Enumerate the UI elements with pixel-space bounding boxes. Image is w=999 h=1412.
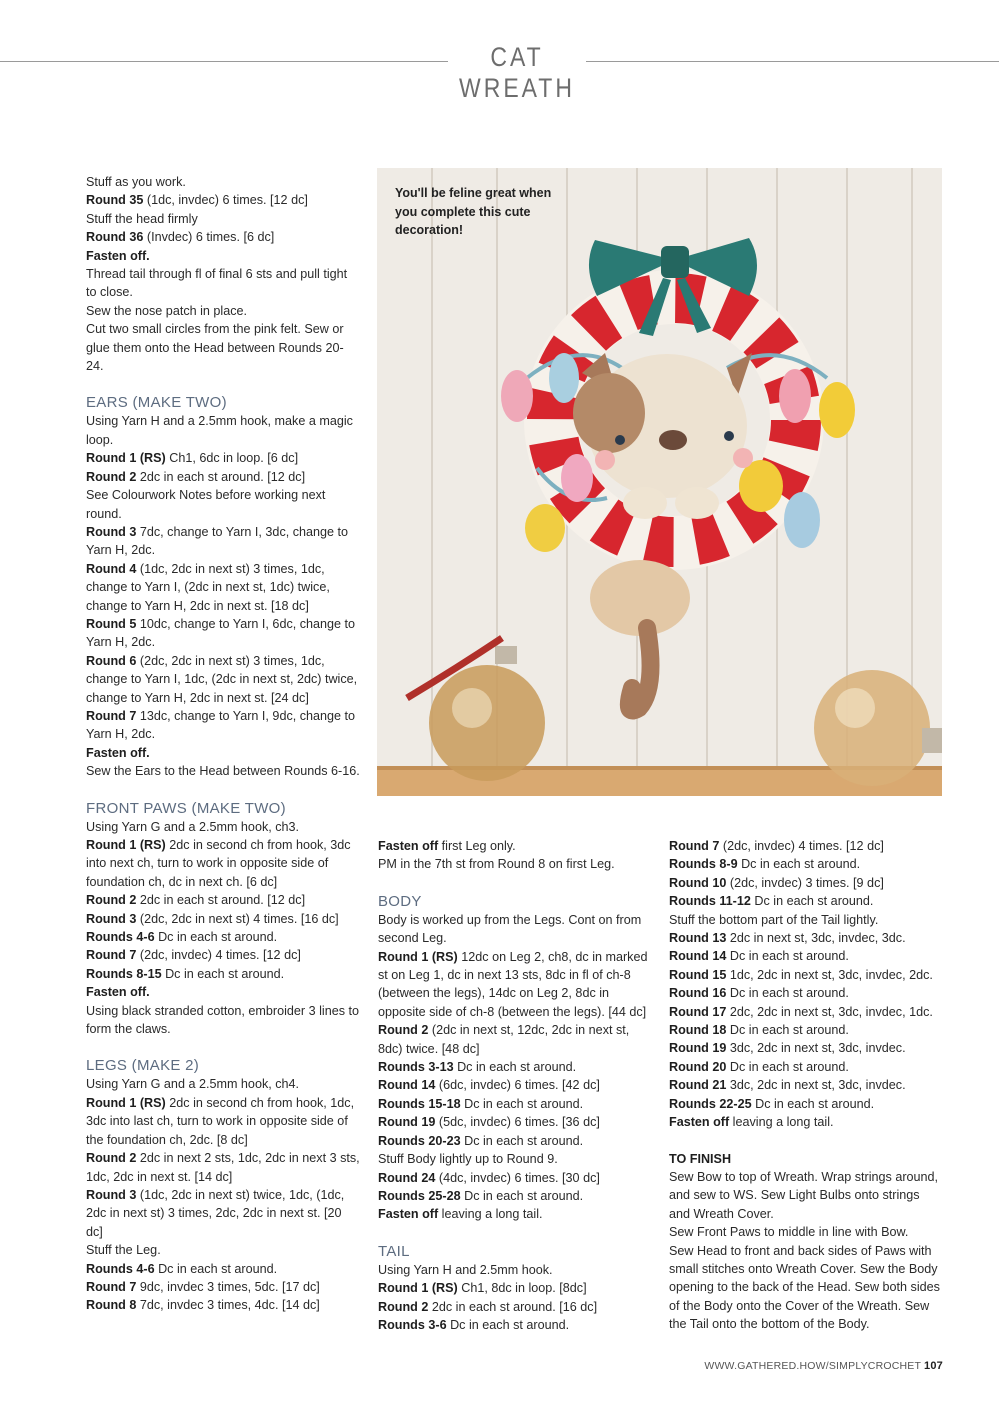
instruction-line [86,1094,361,1149]
step-text: 2dc in second ch from hook, 3dc into next ch, turn to work in opposite side of foundation ch, dc in next ch. [6 dc] [86,838,351,889]
section-title-front-paws: FRONT PAWS (MAKE TWO) [86,799,286,817]
section-title-to-finish: TO FINISH [669,1151,732,1166]
step-text: 7dc, change to Yarn I, 3dc, change to Yarn H, 2dc. [86,524,349,558]
step-label: Round 1 (RS) [86,838,166,852]
instruction-line [669,911,944,929]
step-text: Sew Head to front and back sides of Paws with small stitches onto Wreath Cover. Sew the Body opening to the back of the Head. Sew both sides of the Body onto the Cover of the Wreath. Sew the Tail onto the bottom of the Body. [669,1243,940,1332]
step-label: Rounds 20-23 [378,1133,461,1148]
step-label: Round 3 [86,1187,137,1202]
step-text: Using Yarn G and a 2.5mm hook, ch4. [86,1077,300,1092]
step-label: Round 16 [669,986,727,1001]
step-text: Stuff the Leg. [86,1243,161,1258]
step-text: Sew the Ears to the Head between Rounds 6-16. [86,764,360,779]
step-text: Sew the nose patch in place. [86,303,248,318]
step-text: (1dc, 2dc in next st) 3 times, 1dc, change to Yarn I, (2dc in next st, 1dc) twice, change to Yarn H, 2dc in next st. [18 dc] [86,561,330,613]
instruction-line [86,265,361,302]
step-label: Round 21 [669,1078,727,1093]
step-text: 9dc, invdec 3 times, 5dc. [17 dc] [136,1279,320,1294]
step-label: Round 15 [669,967,727,982]
step-text: (Invdec) 6 times. [6 dc] [143,230,275,245]
step-label: Rounds 4-6 [86,930,155,945]
section-title-legs: LEGS (MAKE 2) [86,1057,200,1075]
instruction-line [669,1058,944,1076]
step-label: Round 1 (RS) [378,1281,458,1296]
page-number: 107 [924,1360,943,1372]
step-label: Round 18 [669,1023,727,1038]
instruction-line [378,1113,653,1131]
step-label: Rounds 25-28 [378,1188,461,1203]
step-label: Round 1 (RS) [86,451,166,466]
step-text: (2dc, invdec) 4 times. [12 dc] [136,948,301,963]
step-text: Dc in each st around. [726,1023,849,1038]
step-label: Round 6 [86,653,137,668]
step-label: Round 1 (RS) [378,949,458,964]
instruction-line [669,1076,944,1094]
step-label: Rounds 8-15 [86,966,162,981]
step-text: 3dc, 2dc in next st, 3dc, invdec. [726,1041,906,1056]
instruction-line [378,1076,653,1094]
step-text: Dc in each st around. [726,986,849,1001]
step-text: Dc in each st around. [737,857,861,872]
step-text: Stuff as you work. [86,175,186,189]
instruction-line [86,928,361,946]
page-title: CAT WREATH [459,41,575,103]
step-text: (1dc, 2dc in next st) twice, 1dc, (1dc, 2dc in next st) 3 times, 2dc, 2dc in next st. [20 dc] [86,1187,345,1239]
step-text: See Colourwork Notes before working next round. [86,488,326,521]
step-label: Rounds 3-13 [378,1060,454,1075]
column-2 [378,837,653,1334]
step-text: Using Yarn H and 2.5mm hook. [378,1262,553,1277]
head-finish-steps [86,173,361,375]
instruction-line [378,1316,653,1334]
instruction-line [378,1169,653,1187]
step-label: Rounds 15-18 [378,1096,461,1111]
step-text: (5dc, invdec) 6 times. [36 dc] [435,1115,600,1130]
instruction-line [86,762,361,780]
body-steps [378,911,653,1224]
step-text: Dc in each st around. [460,1096,584,1111]
instruction-line [86,891,361,909]
step-label: Round 1 (RS) [86,1095,166,1110]
step-label: Round 2 [86,893,137,908]
step-label: Fasten off [669,1115,730,1130]
step-text: Ch1, 8dc in loop. [8dc] [457,1281,587,1296]
instruction-line [378,1279,653,1297]
instruction-line [86,836,361,891]
instruction-line [86,1241,361,1259]
step-text: 7dc, invdec 3 times, 4dc. [14 dc] [136,1298,320,1313]
instruction-line [86,228,361,246]
instruction-line [86,965,361,983]
instruction-line [378,855,653,873]
step-text: (4dc, invdec) 6 times. [30 dc] [435,1170,600,1185]
step-text: Sew Bow to top of Wreath. Wrap strings around, and sew to WS. Sew Light Bulbs onto strings and Wreath Cover. [669,1169,939,1221]
step-label: Round 24 [378,1170,436,1185]
front-paws-steps [86,818,361,1039]
step-label: Round 14 [669,949,727,964]
instruction-line [669,1223,944,1241]
instruction-line [378,1132,653,1150]
instruction-line [378,837,653,855]
instruction-line [378,948,653,1022]
instruction-line [86,1278,361,1296]
instruction-line [86,523,361,560]
step-label: Round 35 [86,193,144,208]
step-label: Fasten off [378,839,439,853]
instruction-line [86,320,361,375]
step-text: 2dc in second ch from hook, 1dc, 3dc into last ch, turn to work in opposite side of the foundation ch, 2dc. [8 dc] [86,1095,355,1147]
step-text: (1dc, invdec) 6 times. [12 dc] [143,193,308,208]
step-text: Stuff Body lightly up to Round 9. [378,1152,558,1167]
instruction-line [669,1242,944,1334]
instruction-line [669,947,944,965]
step-text: 3dc, 2dc in next st, 3dc, invdec. [726,1078,906,1093]
step-text: (2dc in next st, 12dc, 2dc in next st, 8dc) twice. [48 dc] [378,1023,630,1056]
instruction-line [86,744,361,762]
instruction-line [86,486,361,523]
step-label: Round 19 [669,1041,727,1056]
step-label: Round 8 [86,1298,137,1313]
instruction-line [86,1296,361,1314]
step-text: 2dc in next st, 3dc, invdec, 3dc. [726,931,906,946]
step-label: Round 3 [86,911,137,926]
step-label: Rounds 22-25 [669,1096,752,1111]
cat-wreath-illustration [377,168,942,796]
step-text: 2dc, 2dc in next st, 3dc, invdec, 1dc. [726,1004,933,1019]
step-label: Round 2 [86,1151,137,1166]
step-text: Dc in each st around. [750,894,874,909]
step-label: Round 14 [378,1078,436,1093]
step-text: 13dc, change to Yarn I, 9dc, change to Yarn H, 2dc. [86,708,356,742]
step-label: Rounds 8-9 [669,857,738,872]
instruction-line [86,1149,361,1186]
step-text: leaving a long tail. [438,1207,543,1222]
instruction-line [86,1075,361,1093]
step-text: (2dc, invdec) 3 times. [9 dc] [726,875,884,890]
step-text: (2dc, 2dc in next st) 4 times. [16 dc] [136,911,339,926]
step-text: Using black stranded cotton, embroider 3 lines to form the claws. [86,1003,360,1037]
instruction-line [378,1021,653,1058]
step-text: Dc in each st around. [446,1317,570,1332]
instruction-line [86,983,361,1001]
step-label: Round 7 [86,1279,137,1294]
step-label: Round 17 [669,1004,727,1019]
instruction-line [669,1095,944,1113]
instruction-line [86,910,361,928]
section-title-ears: EARS (MAKE TWO) [86,394,227,412]
step-label: Round 2 [86,469,137,484]
header-rule-left [0,61,448,62]
step-label: Round 20 [669,1059,727,1074]
step-text: Cut two small circles from the pink felt. Sew or glue them onto the Head between Rounds 20-24. [86,322,344,374]
step-label: Fasten off. [86,985,150,1000]
instruction-line [86,1002,361,1039]
step-text: PM in the 7th st from Round 8 on first Leg. [378,857,615,872]
instruction-line [669,1168,944,1223]
step-label: Fasten off. [86,248,150,263]
step-label: Fasten off [378,1207,439,1222]
tail-continued-steps [669,837,944,1132]
step-text: Dc in each st around. [154,1261,278,1276]
legs-end-steps [378,837,653,874]
instruction-line [86,247,361,265]
step-label: Round 5 [86,616,137,631]
instruction-line [378,1187,653,1205]
instruction-line [669,966,944,984]
instruction-line [669,929,944,947]
instruction-line [669,1113,944,1131]
step-text: Dc in each st around. [726,1059,849,1074]
column-3 [669,837,944,1334]
instruction-line [378,1150,653,1168]
step-text: Stuff the head firmly [86,211,198,226]
instruction-line [86,1260,361,1278]
step-text: Dc in each st around. [161,966,285,981]
section-title-tail: TAIL [378,1242,410,1260]
legs-steps [86,1075,361,1314]
instruction-line [669,984,944,1002]
instruction-line [378,911,653,948]
instruction-line [378,1095,653,1113]
instruction-line [669,1021,944,1039]
instruction-line [669,837,944,855]
footer-url: WWW.GATHERED.HOW/SIMPLYCROCHET [704,1360,921,1372]
instruction-line [86,210,361,228]
step-text: 12dc on Leg 2, ch8, dc in marked st on Leg 1, dc in next 13 sts, 8dc in fl of ch-8 (between the legs), 14dc on Leg 2, 8dc in opposite side of ch-8 (between the legs). [44 dc] [378,949,648,1019]
step-label: Round 10 [669,875,727,890]
step-text: Dc in each st around. [726,949,849,964]
step-text: Thread tail through fl of final 6 sts and pull tight to close. [86,267,348,300]
step-text: 10dc, change to Yarn I, 6dc, change to Yarn H, 2dc. [86,616,356,650]
to-finish-steps [669,1168,944,1334]
header-rule-right [586,61,999,62]
step-text: 2dc in next 2 sts, 1dc, 2dc in next 3 sts, 1dc, 2dc in next st. [14 dc] [86,1151,360,1184]
page-footer [704,1360,943,1372]
instruction-line [669,1003,944,1021]
step-label: Round 13 [669,931,727,946]
instruction-line [378,1261,653,1279]
step-text: (6dc, invdec) 6 times. [42 dc] [435,1078,600,1093]
instruction-line [378,1058,653,1076]
step-label: Round 2 [378,1023,429,1038]
instruction-line [86,173,361,191]
instruction-line [378,1205,653,1223]
step-label: Round 19 [378,1115,436,1130]
step-text: leaving a long tail. [729,1115,834,1130]
instruction-line [86,412,361,449]
instruction-line [86,615,361,652]
step-label: Round 4 [86,561,137,576]
step-text: Stuff the bottom part of the Tail lightly. [669,912,879,927]
step-text: Dc in each st around. [460,1133,584,1148]
instruction-line [669,892,944,910]
step-label: Rounds 3-6 [378,1317,447,1332]
step-label: Round 2 [378,1299,429,1314]
instruction-line [86,191,361,209]
instruction-line [86,707,361,744]
instruction-line [86,818,361,836]
step-text: Dc in each st around. [154,930,278,945]
step-text: Dc in each st around. [460,1188,584,1203]
step-text: Using Yarn H and a 2.5mm hook, make a magic loop. [86,414,353,447]
step-text: 2dc in each st around. [12 dc] [136,893,306,908]
step-label: Round 3 [86,524,137,539]
instruction-line [669,855,944,873]
step-label: Round 7 [86,708,137,723]
column-1 [86,173,361,1315]
step-text: Using Yarn G and a 2.5mm hook, ch3. [86,819,300,834]
step-text: Dc in each st around. [453,1060,577,1075]
step-label: Rounds 11-12 [669,894,751,909]
step-text: 2dc in each st around. [16 dc] [428,1299,598,1314]
ears-steps [86,412,361,780]
tail-steps [378,1261,653,1335]
step-label: Rounds 4-6 [86,1261,155,1276]
instruction-line [86,449,361,467]
instruction-line [669,874,944,892]
instruction-line [86,1186,361,1241]
step-text: Sew Front Paws to middle in line with Bow. [669,1225,909,1240]
step-text: Ch1, 6dc in loop. [6 dc] [165,451,299,466]
instruction-line [86,302,361,320]
step-text: Body is worked up from the Legs. Cont on from second Leg. [378,912,642,946]
step-label: Round 36 [86,230,144,245]
wreath-photo [377,168,942,796]
instruction-line [378,1298,653,1316]
step-text: (2dc, invdec) 4 times. [12 dc] [719,839,884,853]
step-text: first Leg only. [438,839,516,853]
step-label: Round 7 [86,948,137,963]
step-text: (2dc, 2dc in next st) 3 times, 1dc, change to Yarn I, 1dc, (2dc in next st, 2dc) twice, change to Yarn H, 2dc in next st. [24 dc] [86,653,358,705]
instruction-line [86,946,361,964]
instruction-line [669,1039,944,1057]
section-title-body: BODY [378,892,422,910]
step-text: Dc in each st around. [751,1096,875,1111]
instruction-line [86,560,361,615]
photo-caption: You'll be feline great when you complete this cute decoration! [395,186,552,237]
step-label: Round 7 [669,839,720,853]
step-text: 1dc, 2dc in next st, 3dc, invdec, 2dc. [726,967,933,982]
instruction-line [86,468,361,486]
step-text: 2dc in each st around. [12 dc] [136,469,306,484]
step-label: Fasten off. [86,745,150,760]
instruction-line [86,652,361,707]
